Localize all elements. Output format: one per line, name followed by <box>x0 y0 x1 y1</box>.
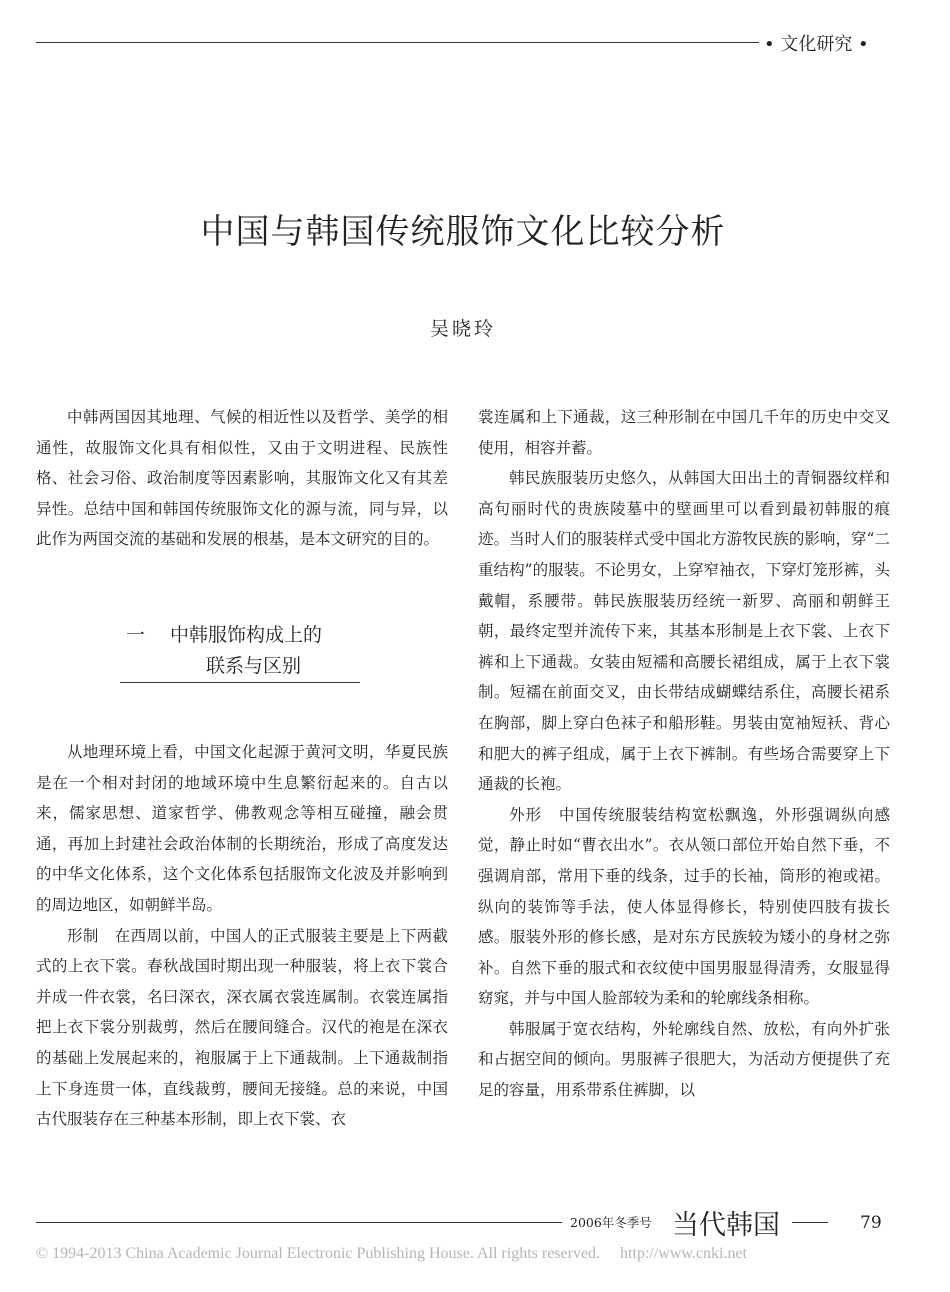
abstract-paragraph: 中韩两国因其地理、气候的相近性以及哲学、美学的相通性，故服饰文化具有相似性，又由于文明进程、民族性格、社会习俗、政治制度等因素影响，其服饰文化又有其差异性。总结中国和韩国传统服饰文化的源与流，同与异，以此作为两国交流的基础和发展的根基，是本文研究的目的。 <box>36 408 448 549</box>
section-heading-line1: 中韩服饰构成上的 <box>170 624 323 646</box>
body-paragraph: 韩服属于宽衣结构，外轮廓线自然、放松，有向外扩张和占据空间的倾向。男服裤子很肥大，为活动方便提供了充足的容量，用系带系住裤脚，以 <box>478 1019 890 1100</box>
body-paragraph: 韩民族服装历史悠久，从韩国大田出土的青铜器纹样和高句丽时代的贵族陵墓中的壁画里可以看到最初韩服的痕迹。当时人们的服装样式受中国北方游牧民族的影响，穿“二重结构”的服装。不论男女，上穿窄袖衣，下穿灯笼形裤，头戴帽，系腰带。韩民族服装历经统一新罗、高丽和朝鲜王朝，最终定型并流传下来，其基本形制是上衣下裳、上衣下裤和上下通裁。女装由短襦和高腰长裙组成，属于上衣下裳制。短襦在前面交叉，由长带结成蝴蝶结系住，高腰长裙系在胸部，脚上穿白色袜子和船形鞋。男装由宽袖短袄、背心和肥大的裤子组成，属于上衣下裤制。有些场合需要穿上下通裁的长袍。 <box>478 469 890 794</box>
section-label: • 文化研究 • <box>764 34 869 55</box>
section-heading-underline <box>120 682 360 683</box>
section-heading-line2: 联系与区别 <box>206 655 302 677</box>
body-paragraph: 形制 在西周以前，中国人的正式服装主要是上下两截式的上衣下裳。春秋战国时期出现一种服装，将上衣下裳合并成一件衣裳，名曰深衣，深衣属衣裳连属制。衣裳连属指把上衣下裳分别裁剪，然后在腰间缝合。汉代的袍是在深衣的基础上发展起来的，袍服属于上下通裁制。上下通裁制指上下身连贯一体，直线裁剪，腰间无接缝。总的来说，中国古代服装存在三种基本形制，即上衣下裳、衣 <box>36 926 448 1129</box>
header-rule <box>36 42 759 43</box>
abstract <box>36 402 448 555</box>
body-paragraph: 从地理环境上看，中国文化起源于黄河文明，华夏民族是在一个相对封闭的地域环境中生息繁衍起来的。自古以来，儒家思想、道家哲学、佛教观念等相互碰撞，融会贯通，再加上封建社会政治体制的长期统治，形成了高度发达的中华文化体系，这个文化体系包括服饰文化波及并影响到的周边地区，如朝鲜半岛。 <box>36 743 448 914</box>
body-paragraph: 外形 中国传统服装结构宽松飘逸，外形强调纵向感觉，静止时如“曹衣出水”。衣从领口部位开始自然下垂，不强调肩部，常用下垂的线条，过手的长袖，筒形的袍或裙。纵向的装饰等手法，使人体显得修长，特别使四肢有拔长感。服装外形的修长感，是对东方民族较为矮小的身材之弥补。自然下垂的服式和衣纹使中国男服显得清秀，女服显得窈窕，并与中国人脸部较为柔和的轮廓线条相称。 <box>478 805 890 1008</box>
page-number: 79 <box>860 1213 882 1233</box>
left-column-body <box>36 737 448 1135</box>
article-title: 中国与韩国传统服饰文化比较分析 <box>200 212 726 252</box>
section-heading <box>120 620 360 682</box>
section-number: 一 <box>126 624 146 646</box>
copyright-watermark: © 1994-2013 China Academic Journal Electronic Publishing House. All rights reserved. http://www.cnki.net <box>36 1245 747 1262</box>
continued-paragraph: 裳连属和上下通裁，这三种形制在中国几千年的历史中交叉使用，相容并蓄。 <box>478 408 890 457</box>
footer-journal-name: 当代韩国 <box>672 1210 780 1241</box>
footer-rule-short <box>792 1222 828 1223</box>
footer-issue: 2006年冬季号 <box>570 1215 652 1230</box>
right-column-body <box>478 402 890 1106</box>
article-author: 吴晓玲 <box>429 318 496 340</box>
footer-rule <box>36 1222 562 1223</box>
